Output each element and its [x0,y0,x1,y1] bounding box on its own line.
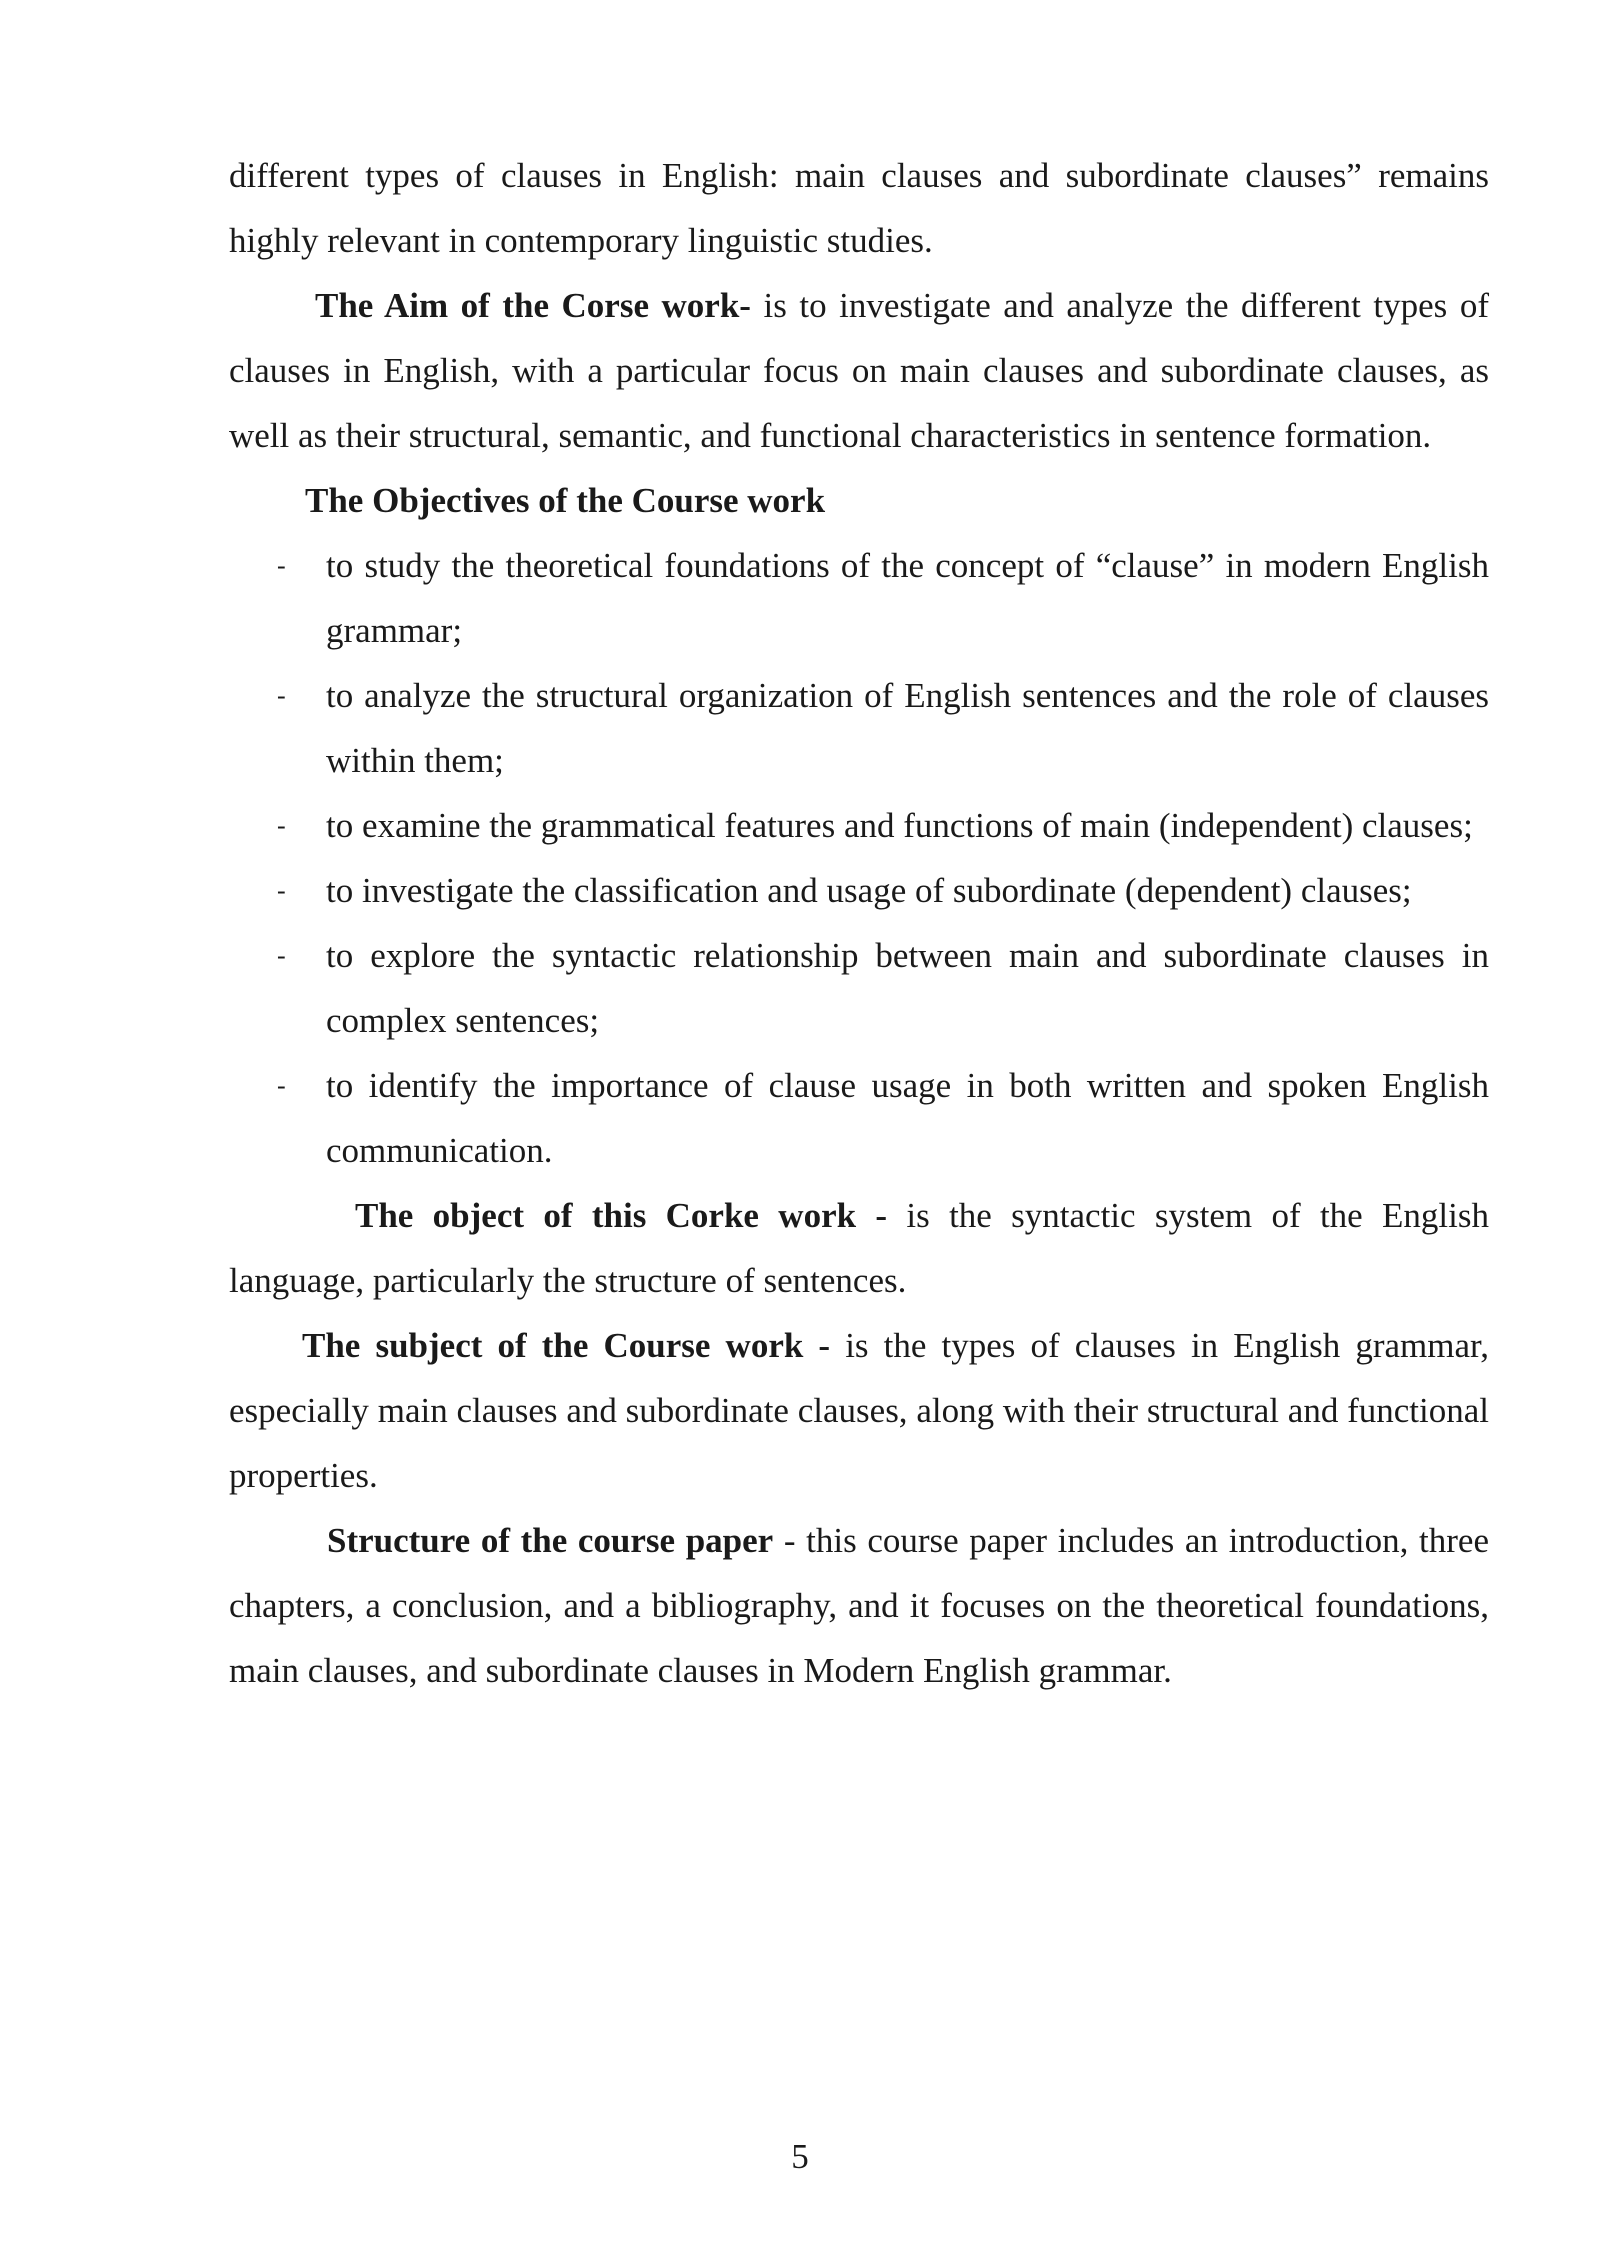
list-marker: - [277,1071,286,1100]
object-text: is the syntactic system of the English language, particularly the structure of sentences. [229,1196,1489,1300]
subject-paragraph [229,1313,1489,1508]
aim-paragraph [229,273,1489,468]
objectives-heading-text: The Objectives of the Course work [305,481,826,520]
intro-continuation [229,143,1489,273]
page-body [229,143,1489,1703]
list-marker: - [277,941,286,970]
object-label: The object of this Corke work - [355,1196,888,1235]
list-item [229,1053,1489,1183]
objectives-heading [229,468,1489,533]
list-item [229,533,1489,663]
structure-text: - this course paper includes an introduction, three chapters, a conclusion, and a bibliography, and it focuses on the theoretical foundations, main clauses, and subordinate clauses in Modern English grammar. [229,1521,1489,1690]
list-marker: - [277,811,286,840]
intro-continuation-text: different types of clauses in English: main clauses and subordinate clauses” remains highly relevant in contemporary linguistic studies. [229,156,1489,260]
subject-label: The subject of the Course work - [302,1326,846,1365]
list-item [229,858,1489,923]
list-item-text: to investigate the classification and usage of subordinate (dependent) clauses; [326,871,1412,910]
list-marker: - [277,876,286,905]
list-item-text: to identify the importance of clause usage in both written and spoken English communication. [326,1066,1489,1170]
aim-text: is to investigate and analyze the different types of clauses in English, with a particular focus on main clauses and subordinate clauses, as well as their structural, semantic, and functional characteristics in sentence formation. [229,286,1489,455]
aim-label: The Aim of the Corse work- [315,286,751,325]
list-item [229,923,1489,1053]
objectives-list [229,533,1489,1183]
list-item-text: to study the theoretical foundations of the concept of “clause” in modern English grammar; [326,546,1489,650]
object-paragraph [229,1183,1489,1313]
structure-label: Structure of the course paper [327,1521,774,1560]
list-marker: - [277,681,286,710]
list-item-text: to examine the grammatical features and functions of main (independent) clauses; [326,806,1473,845]
subject-text: is the types of clauses in English grammar, especially main clauses and subordinate clauses, along with their structural and functional properties. [229,1326,1490,1495]
page-number: 5 [791,2137,809,2176]
list-item-text: to explore the syntactic relationship between main and subordinate clauses in complex sentences; [326,936,1489,1040]
list-item [229,793,1489,858]
list-item [229,663,1489,793]
structure-paragraph [229,1508,1489,1703]
list-item-text: to analyze the structural organization of English sentences and the role of clauses within them; [326,676,1489,780]
list-marker: - [277,551,286,580]
